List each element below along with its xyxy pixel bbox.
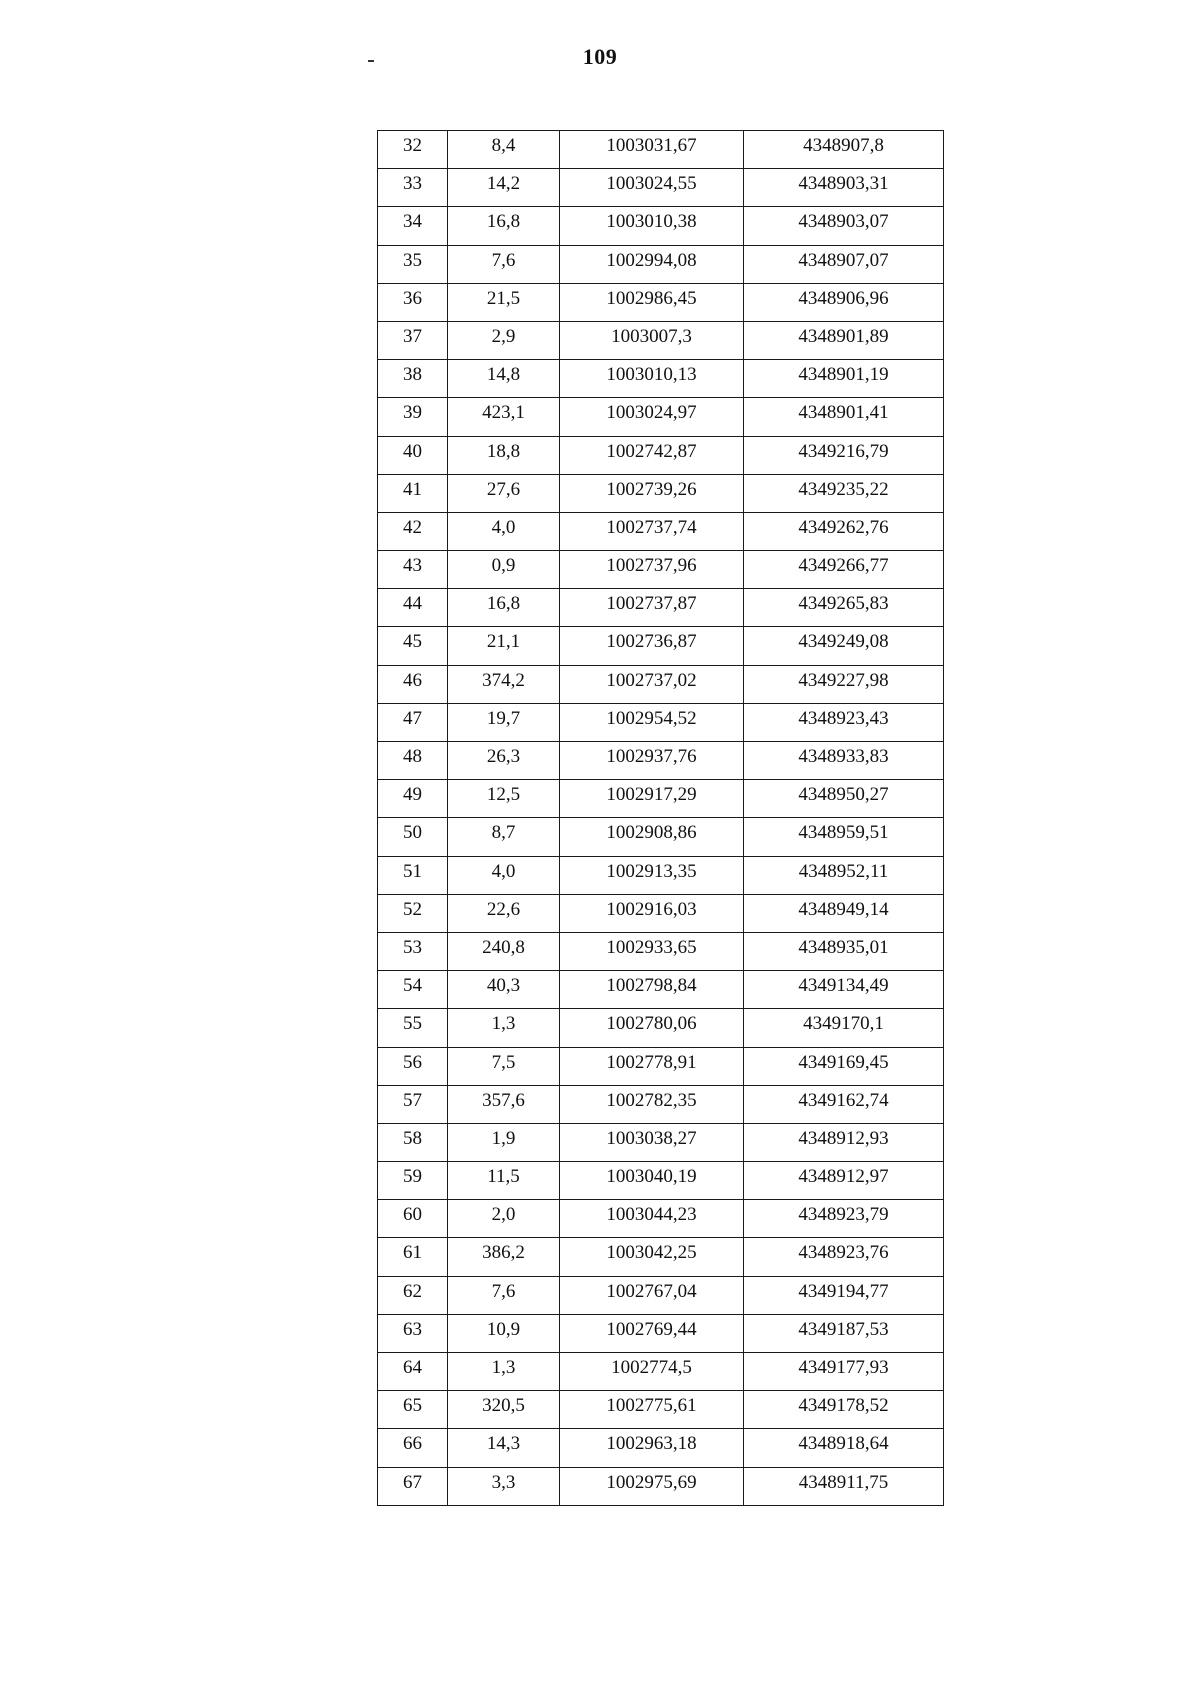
x-coordinate-cell: 1002774,5 <box>560 1353 744 1391</box>
scan-speck <box>368 60 374 62</box>
table-row <box>378 780 944 818</box>
y-coordinate-cell: 4348950,27 <box>744 780 944 818</box>
y-coordinate-cell: 4349194,77 <box>744 1276 944 1314</box>
table-row <box>378 1123 944 1161</box>
y-coordinate-cell: 4348949,14 <box>744 894 944 932</box>
x-coordinate-cell: 1003010,13 <box>560 360 744 398</box>
y-coordinate-cell: 4348959,51 <box>744 818 944 856</box>
point-number-cell: 32 <box>378 131 448 169</box>
y-coordinate-cell: 4349177,93 <box>744 1353 944 1391</box>
x-coordinate-cell: 1002778,91 <box>560 1047 744 1085</box>
y-coordinate-cell: 4348901,41 <box>744 398 944 436</box>
y-coordinate-cell: 4348952,11 <box>744 856 944 894</box>
point-number-cell: 60 <box>378 1200 448 1238</box>
length-cell: 14,2 <box>448 169 560 207</box>
point-number-cell: 65 <box>378 1391 448 1429</box>
point-number-cell: 43 <box>378 551 448 589</box>
table-row <box>378 1047 944 1085</box>
length-cell: 423,1 <box>448 398 560 436</box>
point-number-cell: 63 <box>378 1314 448 1352</box>
table-row <box>378 131 944 169</box>
y-coordinate-cell: 4348912,97 <box>744 1162 944 1200</box>
length-cell: 26,3 <box>448 742 560 780</box>
table-row <box>378 551 944 589</box>
point-number-cell: 54 <box>378 971 448 1009</box>
table-row <box>378 1353 944 1391</box>
table-row <box>378 932 944 970</box>
length-cell: 1,3 <box>448 1009 560 1047</box>
y-coordinate-cell: 4349178,52 <box>744 1391 944 1429</box>
x-coordinate-cell: 1002913,35 <box>560 856 744 894</box>
point-number-cell: 48 <box>378 742 448 780</box>
table-row <box>378 627 944 665</box>
table-row <box>378 398 944 436</box>
table-row <box>378 474 944 512</box>
length-cell: 386,2 <box>448 1238 560 1276</box>
table-row <box>378 589 944 627</box>
point-number-cell: 66 <box>378 1429 448 1467</box>
length-cell: 357,6 <box>448 1085 560 1123</box>
x-coordinate-cell: 1002975,69 <box>560 1467 744 1505</box>
x-coordinate-cell: 1002737,02 <box>560 665 744 703</box>
table-row <box>378 1162 944 1200</box>
table-row <box>378 894 944 932</box>
point-number-cell: 59 <box>378 1162 448 1200</box>
x-coordinate-cell: 1002917,29 <box>560 780 744 818</box>
point-number-cell: 36 <box>378 283 448 321</box>
y-coordinate-cell: 4348907,07 <box>744 245 944 283</box>
point-number-cell: 49 <box>378 780 448 818</box>
x-coordinate-cell: 1002769,44 <box>560 1314 744 1352</box>
point-number-cell: 35 <box>378 245 448 283</box>
table-row <box>378 360 944 398</box>
table-row <box>378 321 944 359</box>
point-number-cell: 61 <box>378 1238 448 1276</box>
point-number-cell: 33 <box>378 169 448 207</box>
x-coordinate-cell: 1002737,96 <box>560 551 744 589</box>
x-coordinate-cell: 1002767,04 <box>560 1276 744 1314</box>
length-cell: 16,8 <box>448 207 560 245</box>
length-cell: 22,6 <box>448 894 560 932</box>
y-coordinate-cell: 4348901,19 <box>744 360 944 398</box>
point-number-cell: 40 <box>378 436 448 474</box>
coordinates-table <box>377 130 944 1506</box>
point-number-cell: 39 <box>378 398 448 436</box>
length-cell: 8,4 <box>448 131 560 169</box>
point-number-cell: 57 <box>378 1085 448 1123</box>
length-cell: 8,7 <box>448 818 560 856</box>
point-number-cell: 64 <box>378 1353 448 1391</box>
length-cell: 19,7 <box>448 703 560 741</box>
table-row <box>378 703 944 741</box>
x-coordinate-cell: 1002916,03 <box>560 894 744 932</box>
length-cell: 12,5 <box>448 780 560 818</box>
length-cell: 4,0 <box>448 512 560 550</box>
point-number-cell: 37 <box>378 321 448 359</box>
length-cell: 21,5 <box>448 283 560 321</box>
length-cell: 0,9 <box>448 551 560 589</box>
length-cell: 2,0 <box>448 1200 560 1238</box>
x-coordinate-cell: 1002780,06 <box>560 1009 744 1047</box>
x-coordinate-cell: 1003042,25 <box>560 1238 744 1276</box>
table-row <box>378 1085 944 1123</box>
length-cell: 10,9 <box>448 1314 560 1352</box>
point-number-cell: 51 <box>378 856 448 894</box>
point-number-cell: 53 <box>378 932 448 970</box>
table-row <box>378 1009 944 1047</box>
length-cell: 4,0 <box>448 856 560 894</box>
x-coordinate-cell: 1003024,97 <box>560 398 744 436</box>
y-coordinate-cell: 4349169,45 <box>744 1047 944 1085</box>
x-coordinate-cell: 1003024,55 <box>560 169 744 207</box>
table-row <box>378 1200 944 1238</box>
length-cell: 14,8 <box>448 360 560 398</box>
x-coordinate-cell: 1002994,08 <box>560 245 744 283</box>
x-coordinate-cell: 1002954,52 <box>560 703 744 741</box>
x-coordinate-cell: 1002739,26 <box>560 474 744 512</box>
y-coordinate-cell: 4348918,64 <box>744 1429 944 1467</box>
length-cell: 7,5 <box>448 1047 560 1085</box>
length-cell: 3,3 <box>448 1467 560 1505</box>
y-coordinate-cell: 4348935,01 <box>744 932 944 970</box>
length-cell: 320,5 <box>448 1391 560 1429</box>
y-coordinate-cell: 4349262,76 <box>744 512 944 550</box>
table-row <box>378 169 944 207</box>
x-coordinate-cell: 1002775,61 <box>560 1391 744 1429</box>
point-number-cell: 42 <box>378 512 448 550</box>
x-coordinate-cell: 1002963,18 <box>560 1429 744 1467</box>
y-coordinate-cell: 4348923,43 <box>744 703 944 741</box>
table-row <box>378 971 944 1009</box>
x-coordinate-cell: 1003040,19 <box>560 1162 744 1200</box>
table-row <box>378 1314 944 1352</box>
y-coordinate-cell: 4349265,83 <box>744 589 944 627</box>
length-cell: 11,5 <box>448 1162 560 1200</box>
point-number-cell: 50 <box>378 818 448 856</box>
length-cell: 40,3 <box>448 971 560 1009</box>
length-cell: 2,9 <box>448 321 560 359</box>
x-coordinate-cell: 1003010,38 <box>560 207 744 245</box>
table-row <box>378 1391 944 1429</box>
y-coordinate-cell: 4349187,53 <box>744 1314 944 1352</box>
page-number: 109 <box>582 44 618 69</box>
y-coordinate-cell: 4348911,75 <box>744 1467 944 1505</box>
point-number-cell: 55 <box>378 1009 448 1047</box>
x-coordinate-cell: 1002737,74 <box>560 512 744 550</box>
point-number-cell: 38 <box>378 360 448 398</box>
y-coordinate-cell: 4348906,96 <box>744 283 944 321</box>
y-coordinate-cell: 4349227,98 <box>744 665 944 703</box>
x-coordinate-cell: 1003044,23 <box>560 1200 744 1238</box>
y-coordinate-cell: 4348907,8 <box>744 131 944 169</box>
table-row <box>378 245 944 283</box>
y-coordinate-cell: 4349216,79 <box>744 436 944 474</box>
length-cell: 18,8 <box>448 436 560 474</box>
y-coordinate-cell: 4349249,08 <box>744 627 944 665</box>
y-coordinate-cell: 4348912,93 <box>744 1123 944 1161</box>
y-coordinate-cell: 4348923,76 <box>744 1238 944 1276</box>
length-cell: 7,6 <box>448 1276 560 1314</box>
point-number-cell: 46 <box>378 665 448 703</box>
length-cell: 27,6 <box>448 474 560 512</box>
y-coordinate-cell: 4349162,74 <box>744 1085 944 1123</box>
x-coordinate-cell: 1002986,45 <box>560 283 744 321</box>
point-number-cell: 62 <box>378 1276 448 1314</box>
table-row <box>378 1276 944 1314</box>
y-coordinate-cell: 4348933,83 <box>744 742 944 780</box>
y-coordinate-cell: 4348901,89 <box>744 321 944 359</box>
point-number-cell: 58 <box>378 1123 448 1161</box>
y-coordinate-cell: 4348903,31 <box>744 169 944 207</box>
y-coordinate-cell: 4349134,49 <box>744 971 944 1009</box>
table-row <box>378 1467 944 1505</box>
y-coordinate-cell: 4348903,07 <box>744 207 944 245</box>
y-coordinate-cell: 4349266,77 <box>744 551 944 589</box>
x-coordinate-cell: 1002736,87 <box>560 627 744 665</box>
length-cell: 16,8 <box>448 589 560 627</box>
point-number-cell: 45 <box>378 627 448 665</box>
x-coordinate-cell: 1002742,87 <box>560 436 744 474</box>
x-coordinate-cell: 1002798,84 <box>560 971 744 1009</box>
table-row <box>378 1429 944 1467</box>
y-coordinate-cell: 4349170,1 <box>744 1009 944 1047</box>
table-row <box>378 283 944 321</box>
point-number-cell: 52 <box>378 894 448 932</box>
length-cell: 21,1 <box>448 627 560 665</box>
table-row <box>378 1238 944 1276</box>
point-number-cell: 41 <box>378 474 448 512</box>
coordinates-table-body <box>378 131 944 1506</box>
length-cell: 240,8 <box>448 932 560 970</box>
table-row <box>378 512 944 550</box>
x-coordinate-cell: 1003038,27 <box>560 1123 744 1161</box>
length-cell: 374,2 <box>448 665 560 703</box>
x-coordinate-cell: 1002933,65 <box>560 932 744 970</box>
point-number-cell: 56 <box>378 1047 448 1085</box>
table-row <box>378 856 944 894</box>
y-coordinate-cell: 4349235,22 <box>744 474 944 512</box>
table-row <box>378 665 944 703</box>
y-coordinate-cell: 4348923,79 <box>744 1200 944 1238</box>
point-number-cell: 47 <box>378 703 448 741</box>
x-coordinate-cell: 1002937,76 <box>560 742 744 780</box>
x-coordinate-cell: 1002908,86 <box>560 818 744 856</box>
length-cell: 14,3 <box>448 1429 560 1467</box>
table-row <box>378 436 944 474</box>
length-cell: 7,6 <box>448 245 560 283</box>
table-row <box>378 742 944 780</box>
point-number-cell: 34 <box>378 207 448 245</box>
table-row <box>378 818 944 856</box>
length-cell: 1,9 <box>448 1123 560 1161</box>
point-number-cell: 67 <box>378 1467 448 1505</box>
x-coordinate-cell: 1002737,87 <box>560 589 744 627</box>
length-cell: 1,3 <box>448 1353 560 1391</box>
x-coordinate-cell: 1003007,3 <box>560 321 744 359</box>
point-number-cell: 44 <box>378 589 448 627</box>
x-coordinate-cell: 1002782,35 <box>560 1085 744 1123</box>
x-coordinate-cell: 1003031,67 <box>560 131 744 169</box>
table-row <box>378 207 944 245</box>
